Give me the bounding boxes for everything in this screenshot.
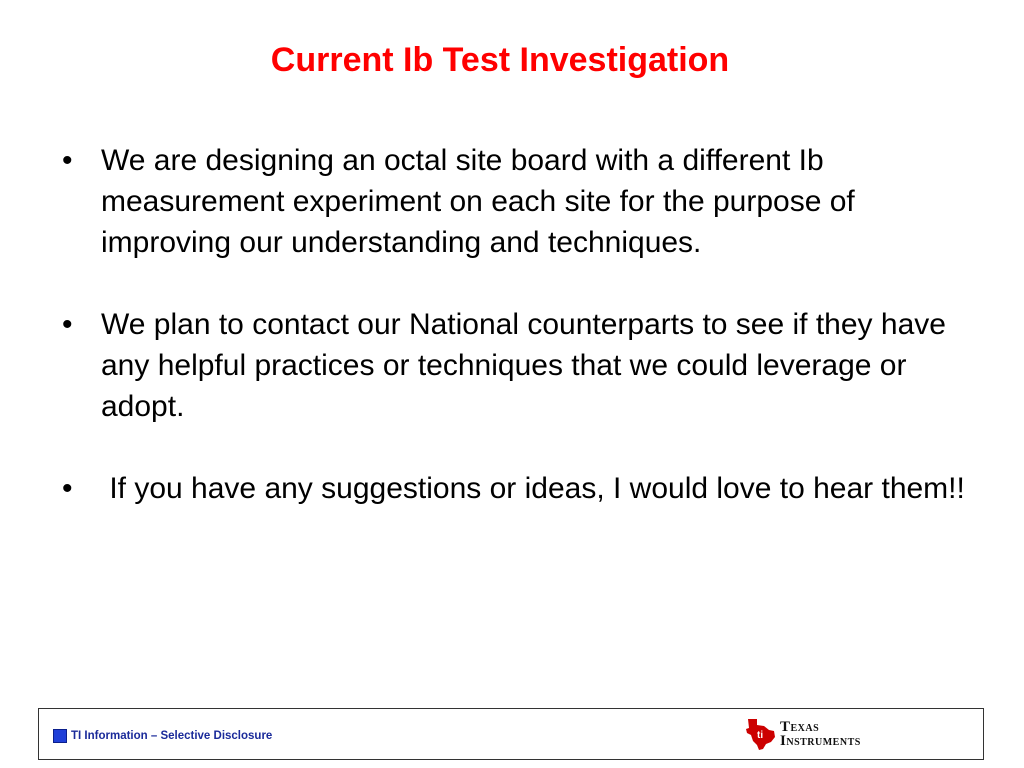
slide-title: Current Ib Test Investigation [270, 41, 730, 79]
footer-square-icon [53, 729, 67, 743]
bullet-text: We are designing an octal site board with a different Ib measurement experiment on each site for the purpose of improving our understanding and techniques. [101, 144, 855, 259]
bullet-text: If you have any suggestions or ideas, I would love to hear them!! [101, 472, 965, 505]
footer-bar [38, 708, 984, 760]
svg-text:ti: ti [757, 730, 764, 741]
bullet-list [58, 140, 978, 550]
logo-text-instruments: INSTRUMENTS [780, 733, 861, 749]
bullet-item [58, 304, 978, 427]
bullet-text: We plan to contact our National counterparts to see if they have any helpful practices or techniques that we could leverage or adopt. [101, 308, 946, 423]
bullet-item [58, 468, 978, 509]
bullet-marker: • [62, 472, 73, 505]
ti-logo [744, 717, 884, 753]
footer-disclosure-label: TI Information – Selective Disclosure [71, 730, 273, 742]
bullet-marker: • [62, 308, 73, 341]
bullet-item [58, 140, 978, 263]
texas-state-logo-icon [744, 717, 776, 751]
logo-text-texas: TEXAS [780, 719, 820, 735]
bullet-marker: • [62, 144, 73, 177]
